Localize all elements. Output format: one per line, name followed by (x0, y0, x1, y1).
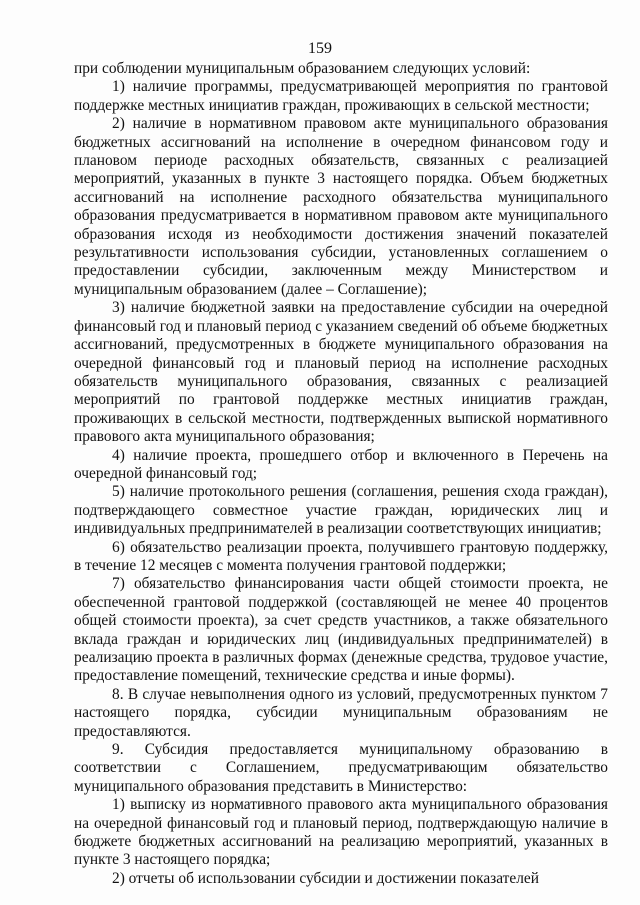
paragraph-condition-4: 4) наличие проекта, прошедшего отбор и включенного в Перечень на очередной финансовый год; (74, 446, 608, 482)
paragraph-intro: при соблюдении муниципальным образованием следующих условий: (74, 60, 531, 77)
page-number: 159 (308, 40, 332, 57)
paragraph-item-8: 8. В случае невыполнения одного из условий, предусмотренных пунктом 7 настоящего порядка, субсидии муниципальным образованиям не предоставляются. (74, 685, 608, 740)
paragraph-condition-2: 2) наличие в нормативном правовом акте муниципального образования бюджетных ассигнований на исполнение в очередном финансовом году и плановом периоде расходных обязательств, связанных с реализацией мероприятий, указанных в пункте 3 настоящего порядка. Объем бюджетных ассигнований на исполнение расходного обязательства муниципального образования предусматривается в нормативном правовом акте муниципального образования исходя из необходимости достижения значений показателей результативности использования субсидии, установленных соглашением о предоставлении субсидии, заключенным между Министерством и муниципальным образованием (далее – Соглашение); (74, 115, 608, 298)
document-body (74, 60, 608, 888)
paragraph-condition-6: 6) обязательство реализации проекта, получившего грантовую поддержку, в течение 12 месяцев с момента получения грантовой поддержки; (74, 538, 608, 574)
paragraph-item-9-sub-2: 2) отчеты об использовании субсидии и достижении показателей (112, 869, 539, 887)
paragraph-condition-7: 7) обязательство финансирования части общей стоимости проекта, не обеспеченной грантовой поддержкой (составляющей не менее 40 процентов общей стоимости проекта), за счет средств участников, а также обязательного вклада граждан и юридических лиц (индивидуальных предпринимателей) в реализацию проекта в различных формах (денежные средства, трудовое участие, предоставление помещений, технические средства и иные формы). (74, 575, 608, 685)
paragraph-item-9-sub-1: 1) выписку из нормативного правового акта муниципального образования на очередной финансовый год и плановый период, подтверждающую наличие в бюджете бюджетных ассигнований на реализацию мероприятий, указанных в пункте 3 настоящего порядка; (74, 796, 608, 869)
paragraph-condition-1: 1) наличие программы, предусматривающей мероприятия по грантовой поддержке местных инициатив граждан, проживающих в сельской местности; (74, 78, 608, 114)
paragraph-item-9: 9. Субсидия предоставляется муниципальному образованию в соответствии с Соглашением, предусматривающим обязательство муниципального образования представить в Министерство: (74, 741, 608, 795)
paragraph-condition-5: 5) наличие протокольного решения (соглашения, решения схода граждан), подтверждающего совместное участие граждан, юридических лиц и индивидуальных предпринимателей в реализации соответствующих инициатив; (74, 483, 608, 538)
paragraph-condition-3: 3) наличие бюджетной заявки на предоставление субсидии на очередной финансовый год и плановый период с указанием сведений об объеме бюджетных ассигнований, предусмотренных в бюджете муниципального образования на очередной финансовый год и плановый период на исполнение расходных обязательств муниципального образования, связанных с реализацией мероприятий по грантовой поддержке местных инициатив граждан, проживающих в сельской местности, подтвержденных выпиской нормативного правового акта муниципального образования; (74, 299, 608, 446)
